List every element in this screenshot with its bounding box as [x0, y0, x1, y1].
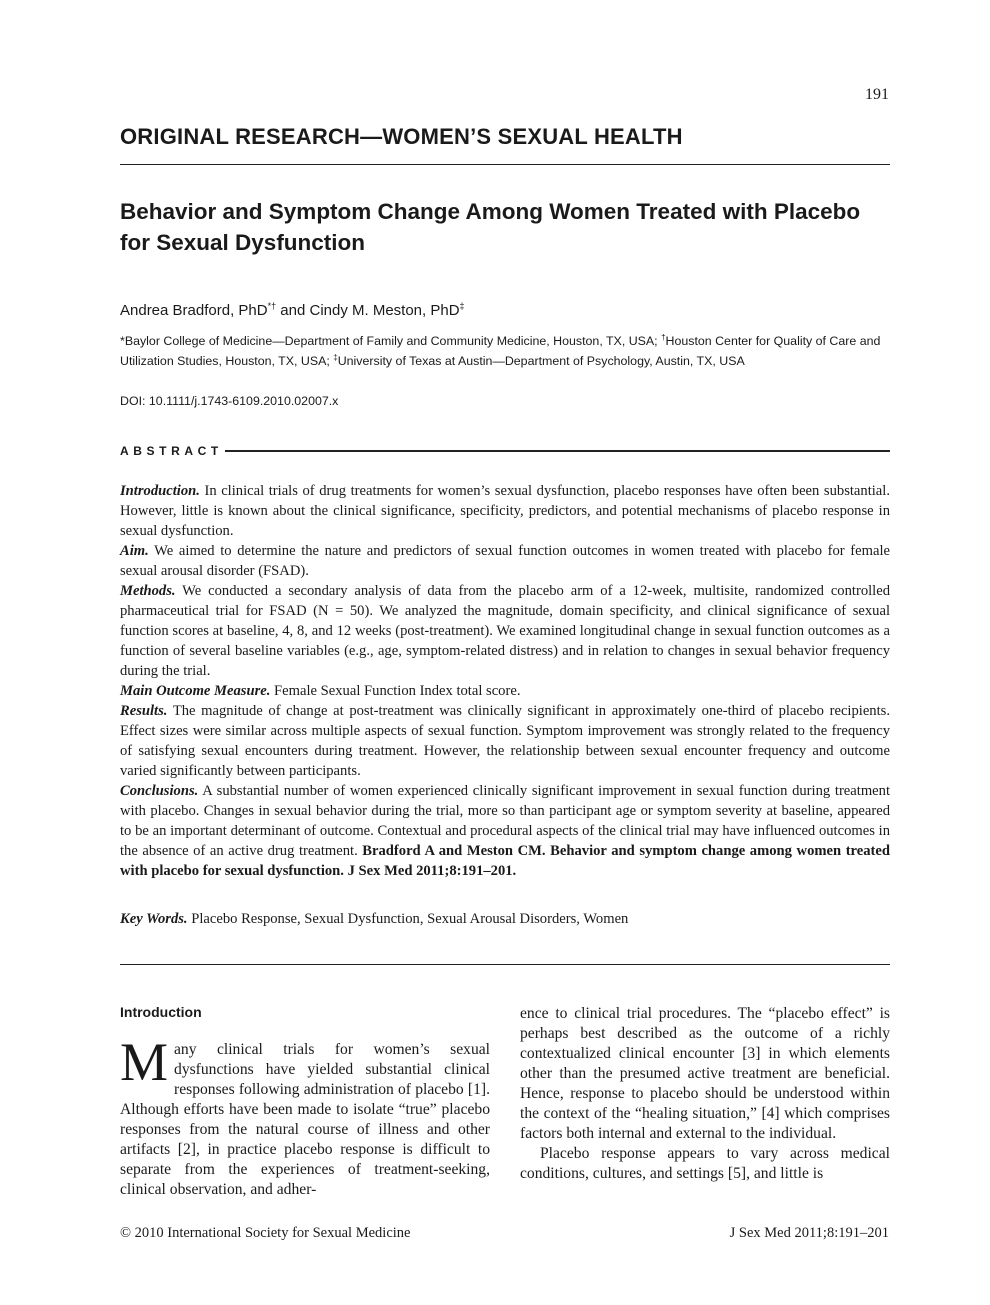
keywords-label: Key Words.	[120, 911, 188, 927]
article-title: Behavior and Symptom Change Among Women Treated with Placebo for Sexual Dysfunction	[120, 199, 861, 255]
section-header: ORIGINAL RESEARCH—WOMEN’S SEXUAL HEALTH	[120, 124, 683, 149]
abstract-aim	[120, 541, 890, 581]
abstract-results	[120, 701, 890, 781]
abstract-subhead: Aim.	[120, 543, 149, 559]
introduction-heading: Introduction	[120, 1004, 202, 1020]
header-rule	[120, 164, 890, 165]
footer-copyright: © 2010 International Society for Sexual Medicine	[120, 1225, 411, 1241]
abstract-subhead: Results.	[120, 703, 168, 719]
affiliation-mark: ‡	[333, 352, 338, 362]
abstract-body	[120, 481, 890, 881]
affiliation-text: Baylor College of Medicine—Department of Family and Community Medicine, Houston, TX, USA;	[124, 334, 662, 349]
abstract-heading	[120, 444, 890, 458]
abstract-rule	[225, 450, 890, 452]
abstract-outcome	[120, 681, 890, 701]
drop-cap: M	[120, 1032, 169, 1092]
abstract-subhead: Introduction.	[120, 483, 200, 499]
abstract-conclusions	[120, 781, 890, 881]
author-line	[120, 301, 465, 319]
body-text: any clinical trials for women’s sexual dysfunctions have yielded substantial clinical responses following administration of placebo [1]. Although efforts have been made to isolate “true” placebo responses from the natural course of illness and other artifacts [2], in practice placebo response is difficult to separate from the experiences of treatment-seeking, clinical observation, and adher-	[120, 1041, 490, 1198]
affiliation-mark: †	[661, 333, 666, 342]
affiliations	[120, 330, 890, 369]
body-column-right	[520, 1004, 890, 1184]
doi: DOI: 10.1111/j.1743-6109.2010.02007.x	[120, 394, 339, 408]
body-paragraph: ence to clinical trial procedures. The “placebo effect” is perhaps best described as the outcome of a richly contextualized clinical encounter [3] in which elements other than the presumed active treatment are beneficial. Hence, response to placebo should be understood within the context of the “healing situation,” [4] which comprises factors both internal and external to the individual.	[520, 1005, 890, 1142]
body-column-left	[120, 1004, 490, 1200]
abstract-text: We conducted a secondary analysis of data from the placebo arm of a 12-week, multisite, randomized controlled pharmaceutical trial for FSAD (N = 50). We analyzed the magnitude, domain specificity, and clinical significance of sexual function scores at baseline, 4, 8, and 12 weeks (post-treatment). We examined longitudinal change in sexual function outcomes as a function of several baseline variables (e.g., age, symptom-related distress) and in relation to changes in sexual behavior frequency during the trial.	[120, 583, 890, 679]
author-marks: ‡	[459, 301, 465, 311]
author-name: Cindy M. Meston, PhD	[309, 302, 460, 319]
author-joiner: and	[276, 302, 310, 319]
abstract-introduction	[120, 481, 890, 541]
abstract-methods	[120, 581, 890, 681]
abstract-text: Female Sexual Function Index total score.	[270, 683, 521, 699]
abstract-subhead: Methods.	[120, 583, 176, 599]
body-paragraph: Placebo response appears to vary across medical conditions, cultures, and settings [5], and little is	[520, 1145, 890, 1182]
abstract-text: We aimed to determine the nature and predictors of sexual function outcomes in women treated with placebo for female sexual arousal disorder (FSAD).	[120, 543, 890, 579]
abstract-text: The magnitude of change at post-treatment was clinically significant in approximately one-third of placebo recipients. Effect sizes were similar across multiple aspects of sexual function. Symptom improvement was strongly related to the frequency of satisfying sexual encounters during treatment. However, the relationship between sexual encounter frequency and outcome varied significantly between participants.	[120, 703, 890, 779]
keywords-text: Placebo Response, Sexual Dysfunction, Sexual Arousal Disorders, Women	[187, 911, 629, 927]
abstract-citation: Bradford A and Meston CM. Behavior and symptom change among women treated with placebo for sexual dysfunction. J Sex Med 2011;8:191–201.	[120, 843, 890, 879]
body-paragraph	[120, 1032, 490, 1200]
abstract-subhead: Conclusions.	[120, 783, 199, 799]
footer-journal: J Sex Med 2011;8:191–201	[729, 1225, 889, 1241]
affiliation-text: University of Texas at Austin—Department of Psychology, Austin, TX, USA	[337, 353, 745, 368]
abstract-text: A substantial number of women experienced clinically significant improvement in sexual function during treatment with placebo. Changes in sexual behavior during the trial, more so than participant age or symptom severity at baseline, appeared to be an important determinant of outcome. Contextual and procedural aspects of the clinical trial may have influenced outcomes in the absence of an active drug treatment.	[120, 783, 890, 859]
abstract-text: In clinical trials of drug treatments for women’s sexual dysfunction, placebo responses have often been substantial. However, little is known about the clinical significance, specificity, predictors, and potential mechanisms of placebo response in sexual dysfunction.	[120, 483, 890, 539]
author-marks: *†	[267, 301, 277, 311]
author-name: Andrea Bradford, PhD	[120, 302, 268, 319]
abstract-subhead: Main Outcome Measure.	[120, 683, 271, 699]
keywords	[120, 909, 890, 929]
affiliation-mark: *	[120, 334, 125, 349]
affiliation-text: Houston Center for Quality of Care and Utilization Studies, Houston, TX, USA;	[120, 334, 881, 368]
abstract-label: ABSTRACT	[120, 444, 223, 458]
page-number: 191	[865, 86, 889, 103]
abstract-end-rule	[120, 964, 890, 965]
